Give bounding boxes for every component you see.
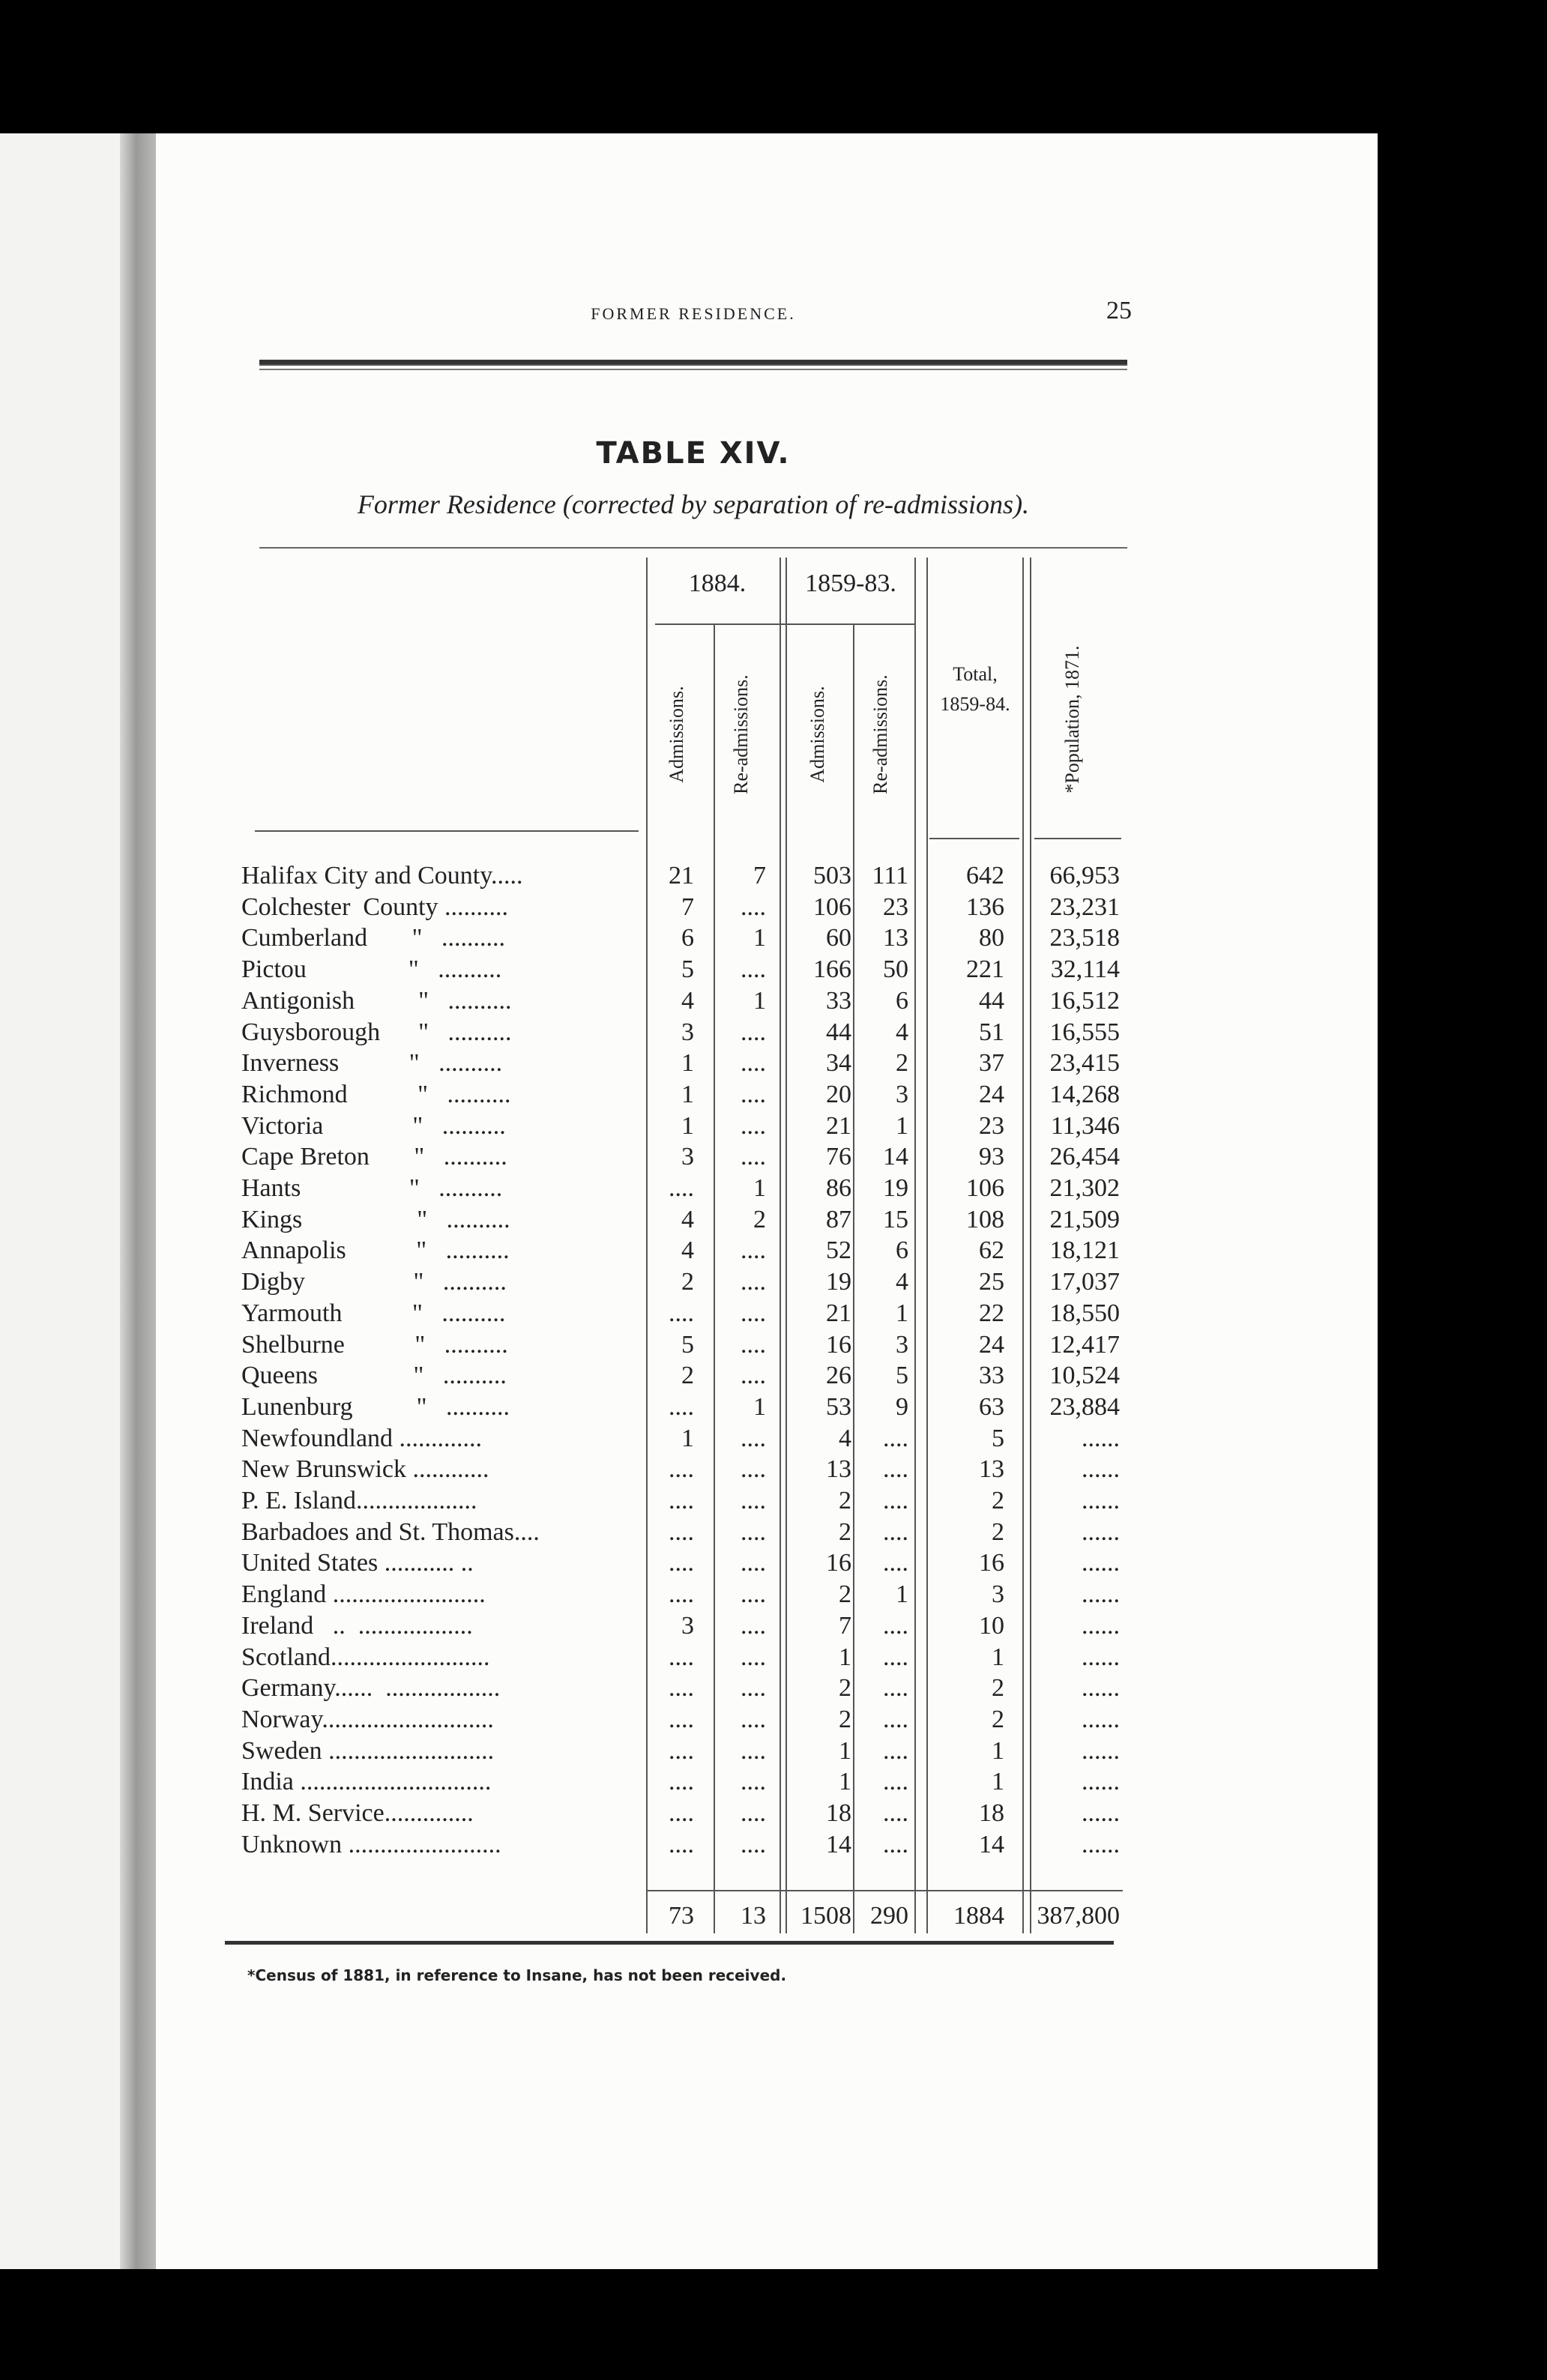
cell-readmissions-1884: .... [741, 1049, 766, 1078]
cell-readmissions-1859-83: .... [883, 1643, 908, 1671]
cell-admissions-1859-83: 52 [826, 1236, 851, 1265]
cell-total-1859-84: 14 [979, 1830, 1004, 1858]
row-label: Germany...... .................. [241, 1674, 501, 1703]
cell-admissions-1859-83: 26 [826, 1362, 851, 1390]
cell-admissions-1884: 4 [681, 1205, 694, 1233]
cell-total-1859-84: 642 [966, 862, 1004, 890]
table-row [0, 1392, 1547, 1423]
cell-admissions-1859-83: 76 [826, 1143, 851, 1171]
cell-admissions-1859-83: 2 [839, 1580, 851, 1609]
cell-population-1871: ...... [1082, 1768, 1120, 1796]
table-row [0, 1423, 1547, 1455]
table-row [0, 1235, 1547, 1266]
cell-population-1871: ...... [1082, 1487, 1120, 1514]
cell-admissions-1884: .... [669, 1580, 694, 1609]
row-label: Halifax City and County..... [241, 862, 523, 890]
cell-admissions-1884: .... [669, 1549, 694, 1577]
cell-admissions-1884: .... [669, 1736, 694, 1765]
cell-population-1871: ...... [1082, 1705, 1120, 1733]
total-admissions-1859-83: 1508 [800, 1902, 851, 1930]
header-rule [259, 360, 1127, 366]
cell-readmissions-1859-83: .... [883, 1611, 908, 1640]
row-label: Inverness " .......... [241, 1049, 503, 1078]
col-header-admissions-1859-83: Admissions. [806, 686, 828, 783]
table-row [0, 1766, 1547, 1798]
cell-readmissions-1884: .... [741, 1143, 766, 1171]
cell-readmissions-1884: .... [741, 1705, 766, 1733]
cell-total-1859-84: 2 [992, 1705, 1004, 1733]
cell-admissions-1884: .... [669, 1674, 694, 1703]
table-row [0, 1517, 1547, 1548]
cell-readmissions-1859-83: 15 [883, 1205, 908, 1233]
row-label: Annapolis " .......... [241, 1236, 510, 1265]
table-row [0, 1266, 1547, 1298]
table-row [0, 1454, 1547, 1485]
cell-readmissions-1884: .... [741, 1549, 766, 1577]
group-header-1859-83: 1859-83. [805, 570, 896, 597]
table-row [0, 1111, 1547, 1142]
cell-admissions-1884: 1 [681, 1424, 694, 1452]
cell-readmissions-1859-83: .... [883, 1517, 908, 1546]
table-row [0, 1048, 1547, 1079]
cell-admissions-1859-83: 21 [826, 1299, 851, 1327]
totals-row [0, 1900, 1547, 1933]
cell-readmissions-1859-83: 6 [896, 1236, 908, 1265]
cell-readmissions-1884: .... [741, 1111, 766, 1140]
row-label: Hants " .......... [241, 1174, 503, 1202]
cell-total-1859-84: 37 [979, 1049, 1004, 1078]
cell-population-1871: ...... [1082, 1549, 1120, 1577]
group-header-1884: 1884. [688, 570, 747, 597]
cell-admissions-1859-83: 13 [826, 1455, 851, 1484]
cell-admissions-1884: 7 [681, 892, 694, 921]
row-label: Ireland .. .................. [241, 1611, 473, 1640]
table-row [0, 954, 1547, 985]
cell-admissions-1884: 1 [681, 1111, 694, 1140]
table-row [0, 1204, 1547, 1236]
row-label: Newfoundland ............. [241, 1424, 483, 1452]
cell-admissions-1884: 4 [681, 1236, 694, 1265]
table-row [0, 1141, 1547, 1173]
row-label: Colchester County .......... [241, 892, 509, 921]
cell-population-1871: 12,417 [1049, 1330, 1120, 1359]
cell-readmissions-1884: .... [741, 1674, 766, 1703]
cell-readmissions-1859-83: 14 [883, 1143, 908, 1171]
cell-readmissions-1859-83: 111 [872, 862, 908, 890]
cell-readmissions-1884: .... [741, 1236, 766, 1265]
cell-readmissions-1884: .... [741, 1080, 766, 1108]
cell-population-1871: 17,037 [1049, 1268, 1120, 1296]
cell-admissions-1859-83: 44 [826, 1018, 851, 1046]
cell-readmissions-1859-83: 1 [896, 1111, 908, 1140]
cell-total-1859-84: 22 [979, 1299, 1004, 1327]
total-population: 387,800 [1037, 1902, 1120, 1930]
cell-admissions-1884: 3 [681, 1143, 694, 1171]
cell-population-1871: 11,346 [1050, 1111, 1120, 1140]
table-row [0, 1329, 1547, 1361]
cell-total-1859-84: 18 [979, 1799, 1004, 1827]
table-row [0, 1736, 1547, 1767]
col-header-total-line2: 1859-84. [940, 693, 1010, 715]
table-row [0, 892, 1547, 923]
table-row [0, 1673, 1547, 1704]
grand-total: 1884 [953, 1902, 1004, 1930]
cell-population-1871: 23,884 [1049, 1392, 1120, 1421]
table-row [0, 1579, 1547, 1610]
cell-total-1859-84: 108 [966, 1205, 1004, 1233]
total-readmissions-1859-83: 290 [870, 1902, 908, 1930]
cell-admissions-1884: .... [669, 1299, 694, 1327]
cell-readmissions-1884: .... [741, 892, 766, 921]
cell-total-1859-84: 93 [979, 1143, 1004, 1171]
cell-total-1859-84: 25 [979, 1268, 1004, 1296]
cell-total-1859-84: 51 [979, 1018, 1004, 1046]
cell-population-1871: ...... [1082, 1643, 1120, 1671]
cell-total-1859-84: 10 [979, 1611, 1004, 1640]
cell-admissions-1859-83: 21 [826, 1111, 851, 1140]
cell-readmissions-1859-83: .... [883, 1736, 908, 1765]
row-label: Scotland......................... [241, 1643, 490, 1671]
cell-admissions-1884: 1 [681, 1049, 694, 1078]
cell-population-1871: ...... [1082, 1736, 1120, 1765]
cell-readmissions-1859-83: .... [883, 1455, 908, 1484]
cell-admissions-1884: .... [669, 1799, 694, 1827]
cell-total-1859-84: 3 [992, 1580, 1004, 1609]
row-label: England ........................ [241, 1580, 486, 1609]
cell-population-1871: ...... [1082, 1424, 1120, 1452]
cell-admissions-1884: .... [669, 1643, 694, 1671]
cell-admissions-1884: 5 [681, 1330, 694, 1359]
cell-total-1859-84: 106 [966, 1174, 1004, 1202]
row-label: Cumberland " .......... [241, 924, 505, 952]
cell-admissions-1859-83: 4 [839, 1424, 851, 1452]
cell-readmissions-1859-83: .... [883, 1830, 908, 1858]
cell-total-1859-84: 13 [979, 1455, 1004, 1484]
table-title: TABLE XIV. [596, 436, 791, 471]
cell-admissions-1859-83: 18 [826, 1799, 851, 1827]
cell-admissions-1884: 3 [681, 1611, 694, 1640]
row-label: Barbadoes and St. Thomas.... [241, 1517, 540, 1546]
cell-admissions-1884: 1 [681, 1080, 694, 1108]
header-rule-thin [259, 369, 1127, 370]
row-label: New Brunswick ............ [241, 1455, 489, 1484]
table-row [0, 1298, 1547, 1329]
cell-population-1871: 32,114 [1050, 955, 1120, 984]
cell-admissions-1859-83: 34 [826, 1049, 851, 1078]
cell-total-1859-84: 1 [992, 1768, 1004, 1796]
row-label: Pictou " .......... [241, 955, 502, 984]
cell-total-1859-84: 23 [979, 1111, 1004, 1140]
cell-admissions-1859-83: 1 [839, 1643, 851, 1671]
cell-total-1859-84: 24 [979, 1080, 1004, 1108]
cell-total-1859-84: 2 [992, 1487, 1004, 1514]
cell-readmissions-1884: .... [741, 1362, 766, 1390]
table-row [0, 1485, 1547, 1517]
cell-readmissions-1884: 2 [753, 1205, 766, 1233]
cell-admissions-1884: .... [669, 1830, 694, 1858]
running-title: FORMER RESIDENCE. [591, 304, 796, 323]
table-row [0, 1360, 1547, 1392]
cell-admissions-1884: 21 [669, 862, 694, 890]
stub-rule [255, 830, 639, 832]
cell-population-1871: 21,302 [1049, 1174, 1120, 1202]
cell-admissions-1884: 4 [681, 986, 694, 1015]
subtitle-rule [259, 547, 1127, 549]
cell-admissions-1859-83: 60 [826, 924, 851, 952]
row-label: Lunenburg " .......... [241, 1392, 510, 1421]
row-label: Shelburne " .......... [241, 1330, 508, 1359]
cell-admissions-1884: 2 [681, 1268, 694, 1296]
cell-population-1871: 18,121 [1049, 1236, 1120, 1265]
cell-admissions-1884: 2 [681, 1362, 694, 1390]
cell-readmissions-1884: .... [741, 1455, 766, 1484]
row-label: Guysborough " .......... [241, 1018, 512, 1046]
row-label: United States ........... .. [241, 1549, 474, 1577]
row-label: Digby " .......... [241, 1268, 507, 1296]
table-row [0, 1173, 1547, 1204]
cell-readmissions-1884: .... [741, 1736, 766, 1765]
cell-admissions-1884: .... [669, 1705, 694, 1733]
row-label: Cape Breton " .......... [241, 1143, 507, 1171]
cell-admissions-1859-83: 166 [813, 955, 851, 984]
cell-population-1871: ...... [1082, 1799, 1120, 1827]
cell-total-1859-84: 2 [992, 1674, 1004, 1703]
page-number: 25 [1106, 297, 1132, 324]
table-row [0, 860, 1547, 892]
cell-admissions-1859-83: 16 [826, 1549, 851, 1577]
cell-population-1871: ...... [1082, 1611, 1120, 1640]
cell-admissions-1859-83: 106 [813, 892, 851, 921]
cell-readmissions-1884: .... [741, 1268, 766, 1296]
header-underline [929, 838, 1019, 839]
cell-readmissions-1859-83: 5 [896, 1362, 908, 1390]
row-label: Yarmouth " .......... [241, 1299, 506, 1327]
cell-readmissions-1859-83: .... [883, 1549, 908, 1577]
cell-readmissions-1859-83: 50 [883, 955, 908, 984]
table-row [0, 1610, 1547, 1642]
cell-admissions-1884: 3 [681, 1018, 694, 1046]
cell-readmissions-1884: 1 [753, 986, 766, 1015]
cell-readmissions-1884: .... [741, 1611, 766, 1640]
cell-admissions-1859-83: 87 [826, 1205, 851, 1233]
cell-total-1859-84: 136 [966, 892, 1004, 921]
row-label: Sweden .......................... [241, 1736, 495, 1765]
cell-readmissions-1859-83: 1 [896, 1580, 908, 1609]
col-header-total-line1: Total, [953, 663, 998, 685]
cell-population-1871: 18,550 [1049, 1299, 1120, 1327]
bottom-rule [225, 1941, 1114, 1945]
col-header-readmissions-1884: Re-admissions. [730, 674, 752, 794]
cell-admissions-1859-83: 86 [826, 1174, 851, 1202]
cell-population-1871: 16,555 [1049, 1018, 1120, 1046]
cell-admissions-1859-83: 1 [839, 1768, 851, 1796]
cell-total-1859-84: 16 [979, 1549, 1004, 1577]
cell-admissions-1884: 5 [681, 955, 694, 984]
total-readmissions-1884: 13 [741, 1902, 766, 1930]
table-row [0, 922, 1547, 954]
table-row [0, 985, 1547, 1017]
cell-admissions-1859-83: 16 [826, 1330, 851, 1359]
cell-population-1871: ...... [1082, 1830, 1120, 1858]
cell-admissions-1859-83: 53 [826, 1392, 851, 1421]
cell-readmissions-1884: .... [741, 1830, 766, 1858]
cell-admissions-1859-83: 2 [839, 1517, 851, 1546]
cell-readmissions-1884: .... [741, 1643, 766, 1671]
cell-admissions-1884: .... [669, 1768, 694, 1796]
cell-total-1859-84: 1 [992, 1643, 1004, 1671]
cell-readmissions-1884: .... [741, 1487, 766, 1514]
table-row [0, 1829, 1547, 1861]
cell-readmissions-1884: 7 [753, 862, 766, 890]
table-row [0, 1547, 1547, 1579]
cell-admissions-1859-83: 7 [839, 1611, 851, 1640]
row-label: H. M. Service.............. [241, 1799, 474, 1827]
cell-admissions-1859-83: 503 [813, 862, 851, 890]
cell-total-1859-84: 80 [979, 924, 1004, 952]
cell-readmissions-1859-83: 1 [896, 1299, 908, 1327]
cell-total-1859-84: 63 [979, 1392, 1004, 1421]
cell-readmissions-1859-83: 2 [896, 1049, 908, 1078]
cell-population-1871: 10,524 [1049, 1362, 1120, 1390]
table-row [0, 1017, 1547, 1048]
cell-admissions-1884: .... [669, 1455, 694, 1484]
cell-readmissions-1859-83: .... [883, 1768, 908, 1796]
table-row [0, 1704, 1547, 1736]
cell-readmissions-1884: .... [741, 1424, 766, 1452]
cell-population-1871: ...... [1082, 1580, 1120, 1609]
cell-admissions-1859-83: 2 [839, 1487, 851, 1514]
cell-readmissions-1859-83: 9 [896, 1392, 908, 1421]
cell-population-1871: 23,518 [1049, 924, 1120, 952]
cell-total-1859-84: 44 [979, 986, 1004, 1015]
cell-readmissions-1884: .... [741, 1517, 766, 1546]
footnote: *Census of 1881, in reference to Insane, has not been received. [247, 1966, 787, 1984]
row-label: Kings " .......... [241, 1205, 510, 1233]
row-label: Norway........................... [241, 1705, 494, 1733]
header-underline [1034, 838, 1121, 839]
cell-readmissions-1884: 1 [753, 1174, 766, 1202]
cell-admissions-1884: .... [669, 1517, 694, 1546]
total-admissions-1884: 73 [669, 1902, 694, 1930]
cell-admissions-1884: .... [669, 1392, 694, 1421]
cell-readmissions-1884: .... [741, 1799, 766, 1827]
cell-total-1859-84: 1 [992, 1736, 1004, 1765]
cell-admissions-1859-83: 19 [826, 1268, 851, 1296]
cell-readmissions-1884: .... [741, 1018, 766, 1046]
cell-readmissions-1859-83: .... [883, 1799, 908, 1827]
cell-readmissions-1859-83: 4 [896, 1018, 908, 1046]
cell-readmissions-1859-83: 23 [883, 892, 908, 921]
cell-readmissions-1859-83: 4 [896, 1268, 908, 1296]
cell-readmissions-1884: .... [741, 1299, 766, 1327]
cell-readmissions-1859-83: 13 [883, 924, 908, 952]
cell-readmissions-1884: 1 [753, 1392, 766, 1421]
table-subtitle: Former Residence (corrected by separation of re-admissions). [357, 489, 1030, 519]
cell-admissions-1859-83: 2 [839, 1705, 851, 1733]
cell-population-1871: 21,509 [1049, 1205, 1120, 1233]
cell-readmissions-1859-83: .... [883, 1674, 908, 1703]
cell-population-1871: 26,454 [1049, 1143, 1120, 1171]
cell-admissions-1859-83: 14 [826, 1830, 851, 1858]
cell-population-1871: 23,231 [1049, 892, 1120, 921]
row-label: Queens " .......... [241, 1362, 507, 1390]
cell-population-1871: ...... [1082, 1455, 1120, 1484]
table-row [0, 1798, 1547, 1829]
totals-rule [646, 1890, 1123, 1891]
cell-total-1859-84: 62 [979, 1236, 1004, 1265]
table-row [0, 1079, 1547, 1111]
group-rule [655, 623, 914, 625]
cell-total-1859-84: 221 [966, 955, 1004, 984]
cell-readmissions-1859-83: .... [883, 1705, 908, 1733]
cell-population-1871: ...... [1082, 1517, 1120, 1546]
col-header-total [928, 659, 1022, 719]
cell-admissions-1859-83: 33 [826, 986, 851, 1015]
cell-admissions-1884: .... [669, 1487, 694, 1514]
cell-admissions-1884: 6 [681, 924, 694, 952]
row-label: Unknown ........................ [241, 1830, 501, 1858]
col-header-admissions-1884: Admissions. [666, 686, 687, 783]
cell-total-1859-84: 33 [979, 1362, 1004, 1390]
row-label: Victoria " .......... [241, 1111, 506, 1140]
cell-population-1871: ...... [1082, 1674, 1120, 1703]
cell-readmissions-1884: .... [741, 1768, 766, 1796]
cell-readmissions-1859-83: .... [883, 1487, 908, 1514]
cell-readmissions-1859-83: 19 [883, 1174, 908, 1202]
cell-population-1871: 16,512 [1049, 986, 1120, 1015]
row-label: Antigonish " .......... [241, 986, 512, 1015]
table-row [0, 1642, 1547, 1673]
cell-admissions-1859-83: 1 [839, 1736, 851, 1765]
cell-readmissions-1884: .... [741, 1330, 766, 1359]
cell-readmissions-1859-83: 6 [896, 986, 908, 1015]
cell-total-1859-84: 5 [992, 1424, 1004, 1452]
cell-admissions-1859-83: 20 [826, 1080, 851, 1108]
cell-total-1859-84: 2 [992, 1517, 1004, 1546]
row-label: India .............................. [241, 1768, 492, 1796]
cell-population-1871: 66,953 [1049, 862, 1120, 890]
col-header-population: *Population, 1871. [1061, 645, 1083, 794]
cell-readmissions-1884: 1 [753, 924, 766, 952]
row-label: P. E. Island................... [241, 1487, 477, 1514]
cell-readmissions-1859-83: 3 [896, 1330, 908, 1359]
cell-population-1871: 23,415 [1049, 1049, 1120, 1078]
row-label: Richmond " .......... [241, 1080, 511, 1108]
cell-readmissions-1884: .... [741, 1580, 766, 1609]
cell-readmissions-1859-83: .... [883, 1424, 908, 1452]
col-header-readmissions-1859-83: Re-admissions. [869, 674, 891, 794]
cell-population-1871: 14,268 [1049, 1080, 1120, 1108]
cell-readmissions-1859-83: 3 [896, 1080, 908, 1108]
cell-total-1859-84: 24 [979, 1330, 1004, 1359]
cell-admissions-1859-83: 2 [839, 1674, 851, 1703]
cell-admissions-1884: .... [669, 1174, 694, 1202]
cell-readmissions-1884: .... [741, 955, 766, 984]
